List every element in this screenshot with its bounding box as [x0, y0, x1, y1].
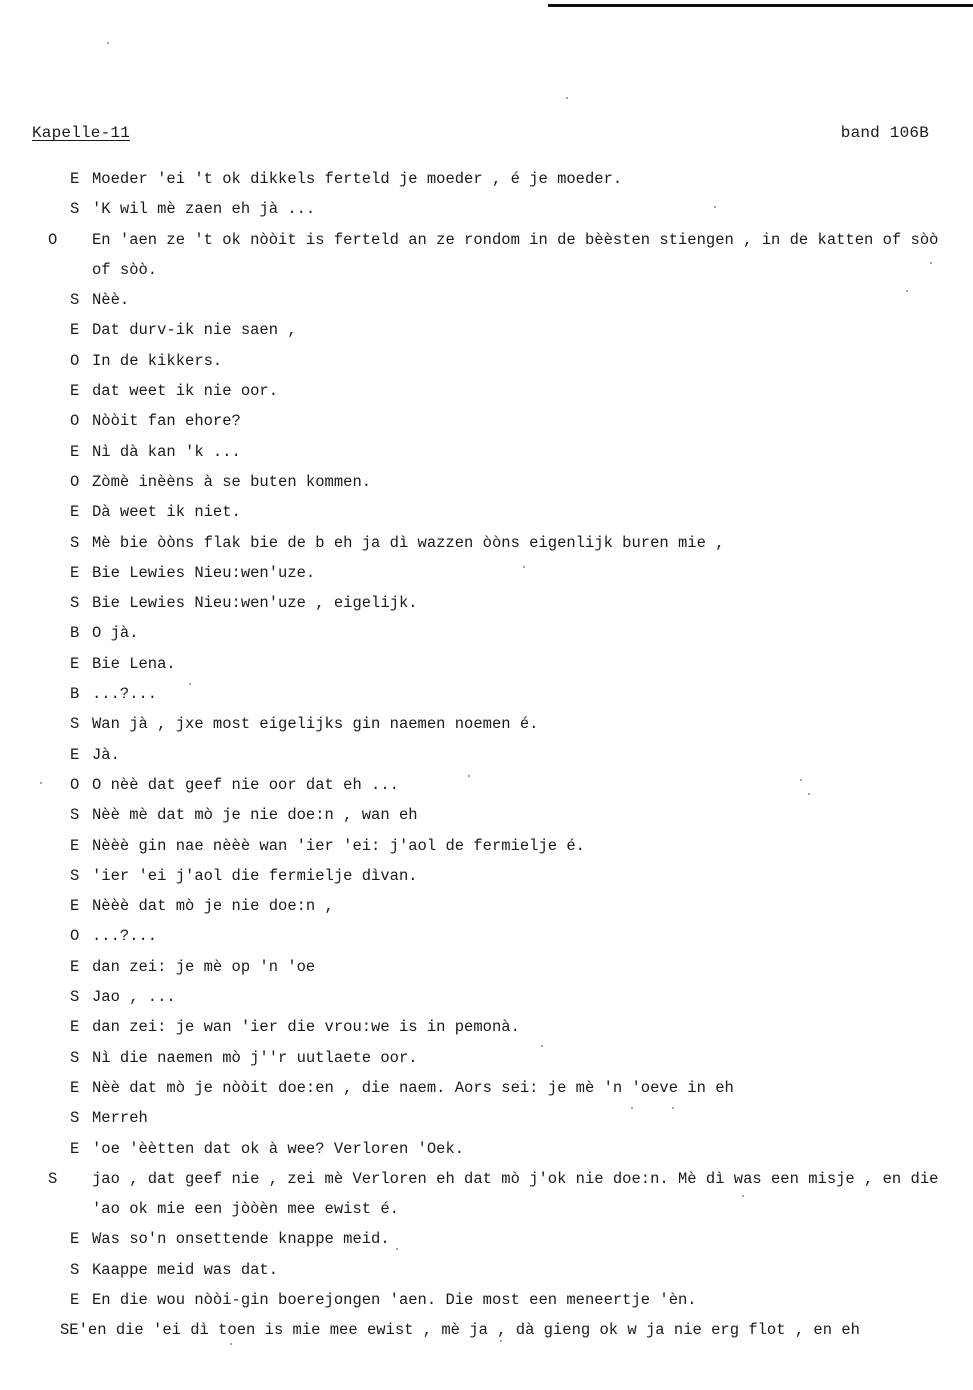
scan-speck — [566, 97, 568, 99]
scan-speck — [631, 1107, 633, 1109]
utterance-text: 'ier 'ei j'aol die fermielje dìvan. — [92, 866, 418, 885]
speaker-label: O — [48, 230, 58, 249]
utterance-text: O nèè dat geef nie oor dat eh ... — [92, 775, 399, 794]
utterance-text: ...?... — [92, 927, 158, 946]
transcript-line — [70, 921, 950, 951]
scan-speck — [468, 775, 470, 777]
scan-speck — [930, 262, 932, 264]
utterance-text: dan zei: je mè op 'n 'oe — [92, 957, 316, 976]
transcript-line — [70, 1073, 950, 1103]
transcript-line — [70, 1255, 950, 1285]
speaker-label: E — [70, 1290, 80, 1309]
speaker-label: B — [70, 624, 80, 643]
speaker-label: E — [70, 1230, 80, 1249]
utterance-text: Wan jà , jxe most eigelijks gin naemen noemen é. — [92, 715, 539, 734]
utterance-text: Kaappe meid was dat. — [92, 1260, 279, 1279]
speaker-label: E — [70, 1139, 80, 1158]
speaker-label: S — [70, 806, 80, 825]
speaker-label: B — [70, 685, 80, 704]
speaker-label: S — [70, 866, 80, 885]
transcript-line — [70, 164, 950, 194]
utterance-text: Nèè. — [92, 291, 130, 310]
utterance-text: 'K wil mè zaen eh jà ... — [92, 200, 316, 219]
speaker-label: S — [70, 1260, 80, 1279]
scan-speck — [189, 683, 191, 685]
speaker-label: E — [70, 382, 80, 401]
transcript-line — [70, 346, 950, 376]
transcript-line — [48, 225, 950, 286]
transcript-line — [70, 800, 950, 830]
scan-speck — [230, 1343, 232, 1345]
transcript-line — [70, 679, 950, 709]
utterance-text: Merreh — [92, 1109, 148, 1128]
utterance-text: Nèèè dat mò je nie doe:n , — [92, 897, 334, 916]
transcript-line — [70, 1285, 950, 1315]
transcript-line — [70, 1224, 950, 1254]
utterance-text: Nèè dat mò je nòòit doe:en , die naem. Aors sei: je mè 'n 'oeve in eh — [92, 1078, 734, 1097]
tape-label: band 106B — [840, 124, 929, 142]
scan-speck — [107, 42, 109, 44]
scan-speck — [672, 1107, 674, 1109]
utterance-text: Nì die naemen mò j''r uutlaete oor. — [92, 1048, 418, 1067]
page-header — [32, 124, 929, 146]
transcript-line — [70, 376, 950, 406]
scan-speck — [40, 782, 42, 784]
speaker-label: S — [70, 291, 80, 310]
utterance-text: ...?... — [92, 685, 158, 704]
scan-speck — [800, 779, 802, 781]
transcript-line — [70, 618, 950, 648]
speaker-label: S — [70, 1109, 80, 1128]
transcript-line — [70, 285, 950, 315]
speaker-label: O — [70, 927, 80, 946]
transcript-line — [70, 194, 950, 224]
speaker-label: S — [70, 988, 80, 1007]
speaker-label: E — [70, 563, 80, 582]
speaker-label: E — [70, 654, 80, 673]
transcript-line — [70, 406, 950, 436]
top-rule — [548, 4, 973, 7]
utterance-text: 'en die 'ei dì toen is mie mee ewist , mè ja , dà gieng ok w ja nie erg flot , en eh — [78, 1321, 860, 1340]
utterance-text: Dat durv-ik nie saen , — [92, 321, 297, 340]
speaker-label: S — [70, 200, 80, 219]
speaker-label: E — [70, 897, 80, 916]
speaker-label: E — [70, 1018, 80, 1037]
utterance-text: Zòmè inèèns à se buten kommen. — [92, 472, 372, 491]
utterance-text: Bie Lena. — [92, 654, 176, 673]
utterance-text: Bie Lewies Nieu:wen'uze. — [92, 563, 316, 582]
utterance-text: Moeder 'ei 't ok dikkels ferteld je moeder , é je moeder. — [92, 170, 623, 188]
utterance-text: Nèèè gin nae nèèè wan 'ier 'ei: j'aol de fermielje é. — [92, 836, 585, 855]
speaker-label: S — [70, 1048, 80, 1067]
utterance-text: Nòòit fan ehore? — [92, 412, 241, 431]
document-id: Kapelle-11 — [32, 124, 131, 142]
transcript-line — [70, 315, 950, 345]
transcript-line — [70, 1134, 950, 1164]
transcript-line — [70, 1012, 950, 1042]
speaker-label: E — [70, 503, 80, 522]
speaker-label: E — [70, 1078, 80, 1097]
utterance-text: Nì dà kan 'k ... — [92, 442, 241, 461]
scan-speck — [808, 793, 810, 795]
utterance-text: Dà weet ik niet. — [92, 503, 241, 522]
speaker-label: O — [70, 351, 80, 370]
transcript-line — [70, 952, 950, 982]
transcript-line — [70, 1103, 950, 1133]
transcript — [48, 164, 950, 1346]
scan-speck — [500, 1340, 502, 1342]
transcript-line — [70, 497, 950, 527]
utterance-text: dan zei: je wan 'ier die vrou:we is in pemonà. — [92, 1018, 520, 1037]
transcript-line — [70, 467, 950, 497]
transcript-line — [70, 1043, 950, 1073]
speaker-label: O — [70, 775, 80, 794]
speaker-label: O — [70, 472, 80, 491]
transcript-line — [70, 709, 950, 739]
scan-speck — [541, 1045, 543, 1047]
speaker-label: E — [70, 836, 80, 855]
scan-speck — [742, 1195, 744, 1197]
utterance-text: O jà. — [92, 624, 139, 643]
transcript-line — [70, 558, 950, 588]
speaker-label: S — [70, 715, 80, 734]
transcript-line — [70, 891, 950, 921]
transcript-line — [70, 588, 950, 618]
scan-speck — [714, 206, 716, 208]
scan-speck — [906, 290, 908, 292]
speaker-label: E — [70, 321, 80, 340]
utterance-text: 'oe 'èètten dat ok à wee? Verloren 'Oek. — [92, 1139, 465, 1158]
transcript-line — [70, 528, 950, 558]
speaker-label: E — [70, 170, 80, 188]
speaker-label: O — [70, 412, 80, 431]
utterance-text: Jà. — [92, 745, 120, 764]
utterance-text: jao , dat geef nie , zei mè Verloren eh dat mò j'ok nie doe:n. Mè dì was een misje , en die 'ao ok mie een jòòèn mee ewist é. — [92, 1169, 939, 1219]
transcript-line — [48, 1164, 950, 1225]
scan-speck — [396, 1248, 398, 1250]
utterance-text: dat weet ik nie oor. — [92, 382, 279, 401]
scan-speck — [523, 566, 525, 568]
utterance-text: Nèè mè dat mò je nie doe:n , wan eh — [92, 806, 418, 825]
speaker-label: E — [70, 745, 80, 764]
transcript-line — [70, 437, 950, 467]
utterance-text: En 'aen ze 't ok nòòit is ferteld an ze rondom in de bèèsten stiengen , in de katten of sòò of sòò. — [92, 230, 939, 279]
speaker-label: SE — [60, 1321, 79, 1340]
speaker-label: E — [70, 442, 80, 461]
transcript-line — [70, 649, 950, 679]
transcript-line — [60, 1315, 950, 1345]
utterance-text: Bie Lewies Nieu:wen'uze , eigelijk. — [92, 594, 418, 613]
utterance-text: Mè bie òòns flak bie de b eh ja dì wazzen òòns eigenlijk buren mie , — [92, 533, 725, 552]
transcript-line — [70, 861, 950, 891]
utterance-text: Was so'n onsettende knappe meid. — [92, 1230, 390, 1249]
utterance-text: En die wou nòòi-gin boerejongen 'aen. Die most een meneertje 'èn. — [92, 1290, 697, 1309]
speaker-label: S — [48, 1169, 58, 1188]
speaker-label: S — [70, 594, 80, 613]
speaker-label: S — [70, 533, 80, 552]
transcript-line — [70, 831, 950, 861]
utterance-text: In de kikkers. — [92, 351, 223, 370]
utterance-text: Jao , ... — [92, 988, 176, 1007]
transcript-line — [70, 770, 950, 800]
speaker-label: E — [70, 957, 80, 976]
transcript-line — [70, 740, 950, 770]
transcript-line — [70, 982, 950, 1012]
